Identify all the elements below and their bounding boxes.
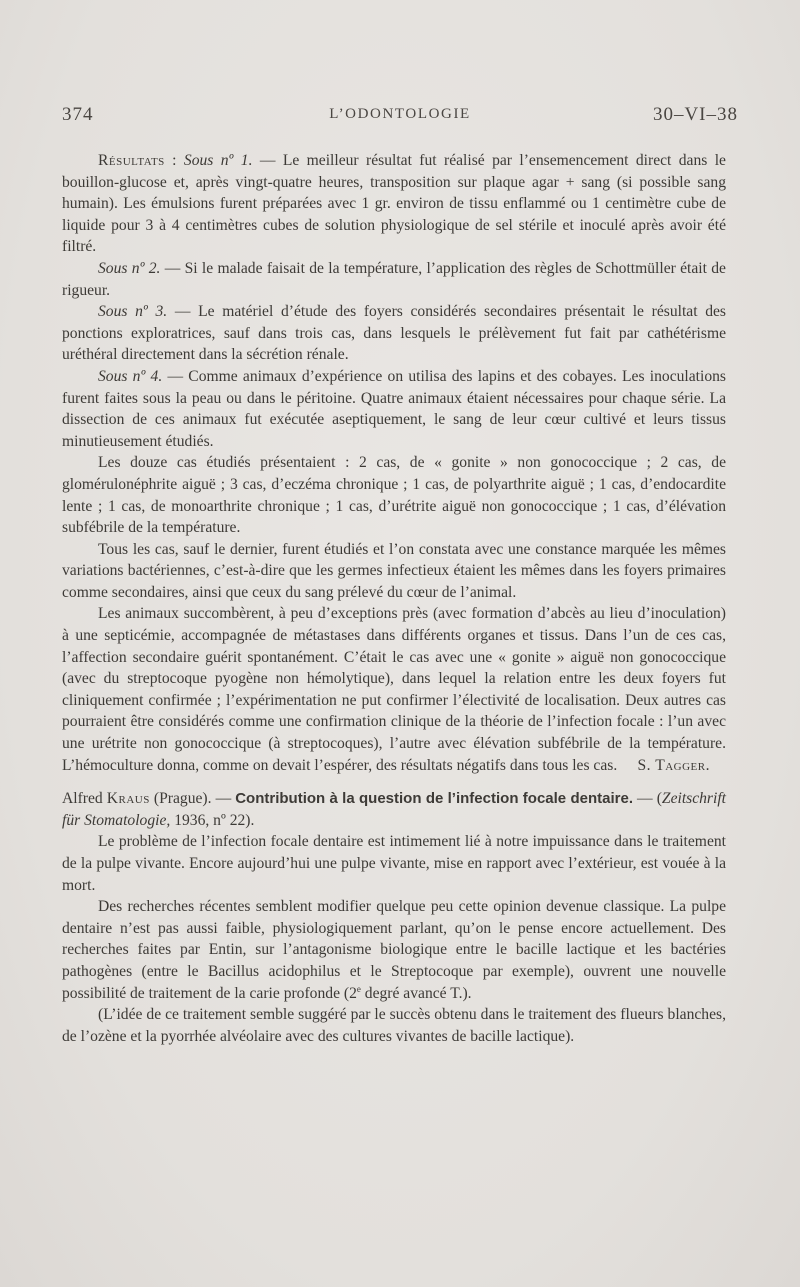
author-last-name: Kraus xyxy=(106,790,150,808)
paragraph-text: Des recherches récentes semblent modifier quelque peu cette opinion devenue classique. La pulpe dentaire n’est pas aussi faible, physiologiquement parlant, qu’on le pense encore actuellement. Des recherches faites par Entin, sur l’antagonisme biologique entre le bacille lactique et les bactéries pathogènes (entre le Bacillus acidophilus et le Streptocoque par exemple), ouvrent une nouvelle possibilité de traitement de la carie profonde (2 xyxy=(62,898,726,1002)
author-place: (Prague). — xyxy=(149,790,236,808)
body-text xyxy=(62,150,726,1047)
sous-label: Sous nº 2. xyxy=(98,259,161,277)
paragraph-results: Résultats : Sous nº 1. — Le meilleur résultat fut réalisé par l’ensemencement direct dans le bouillon-glucose et, après vingt-quatre heures, transposition sur plaque agar + sang (si possible sang humain). Les émulsions furent préparées avec 1 gr. environ de tissu enflammé ou 1 centimètre cube de liquide pour 3 à 4 centimètres cubes de solution physiologique de sel stérile et inoculé après avoir été filtré. xyxy=(62,152,726,256)
paragraph-text: — Si le malade faisait de la température, l’application des règles de Schottmüller était de rigueur. xyxy=(62,259,726,299)
reference-separator: — ( xyxy=(633,790,662,808)
paragraph-idea: (L’idée de ce traitement semble suggéré par le succès obtenu dans le traitement des flueurs blanches, de l’ozène et la pyorrhée alvéolaire avec des cultures vivantes de bacille lactique). xyxy=(62,1006,726,1045)
sous-label: Sous nº 4. xyxy=(98,367,163,385)
paragraph-text: — Le matériel d’étude des foyers considérés secondaires présentait le résultat des ponctions exploratrices, sauf dans trois cas, dans lesquels le prélèvement fut fait par cathétérisme uréthéral directement dans la sécrétion rénale. xyxy=(62,303,726,364)
sous-label: Sous nº 3. xyxy=(98,303,168,321)
paragraph-cases: Les douze cas étudiés présentaient : 2 cas, de « gonite » non gonococcique ; 2 cas, de glomérulonéphrite aiguë ; 3 cas, d’eczéma chronique ; 1 cas, de polyarthrite aiguë ; 1 cas, d’endocardite lente ; 1 cas, de monoarthrite chronique ; 1 cas, d’urétrite aiguë non gonococcique ; 1 cas, d’élévation subfébrile de la température. xyxy=(62,454,726,537)
article-title: Contribution à la question de l’infection focale dentaire. xyxy=(235,790,633,808)
paragraph-sous-4 xyxy=(62,366,726,452)
paragraph-problem: Le problème de l’infection focale dentaire est intimement lié à notre impuissance dans le traitement de la pulpe vivante. Encore aujourd’hui une pulpe vivante, mise en rapport avec l’extérieur, est vouée à la mort. xyxy=(62,833,726,894)
paragraph-sous-2 xyxy=(62,258,726,301)
running-header xyxy=(62,104,738,130)
paragraph-findings: Tous les cas, sauf le dernier, furent étudiés et l’on constata avec une constance marquée les mêmes variations bactériennes, c’est-à-dire que les germes infectieux étaient les mêmes dans les foyers primaires comme secondaires, ainsi que ceux du sang prélevé du cœur de l’animal. xyxy=(62,540,726,601)
paragraph-text: Les animaux succombèrent, à peu d’exceptions près (avec formation d’abcès au lieu d’inoculation) à une septicémie, accompagnée de métastases dans différents organes et tissus. Dans l’un de ces cas, l’affection secondaire guérit spontanément. C’était le cas avec une « gonite » aiguë non gonococcique (avec du streptocoque pyogène non hémolytique), dans lequel la relation entre les deux foyers fut cliniquement confirmée ; l’expérimentation ne put confirmer l’électivité de localisation. Deux autres cas pourraient être considérés comme une confirmation clinique de la théorie de l’infection focale : l’un avec une urétrite non gonococcique (à streptocoques), l’autre avec élévation subfébrile de la température. L’hémoculture donna, comme on devait l’espérer, des résultats négatifs dans tous les cas. xyxy=(62,605,726,774)
paragraph-sous-3 xyxy=(62,301,726,366)
journal-title: L’ODONTOLOGIE xyxy=(329,106,471,122)
sous-label: Sous nº 1. xyxy=(183,152,253,169)
superscript: e xyxy=(356,983,361,994)
paragraph-text: — Le meilleur résultat fut réalisé par l’ensemencement direct dans le bouillon-glucose et, après vingt-quatre heures, transposition sur plaque agar + sang (si possible sang humain). Les émulsions furent préparées avec 1 gr. environ de tissu enflammé ou 1 centimètre cube de liquide pour 3 à 4 centimètres cubes de solution physiologique de sel stérile et inoculé après avoir été filtré. xyxy=(62,152,726,256)
paragraph-research xyxy=(62,896,726,1004)
reference-details: 1936, nº 22). xyxy=(170,811,255,829)
issue-date: 30–VI–38 xyxy=(652,104,738,125)
page-number: 374 xyxy=(62,104,94,125)
results-label: Résultats xyxy=(98,152,165,169)
author-first-name: Alfred xyxy=(62,790,103,808)
paragraph-text: degré avancé T.). xyxy=(360,984,472,1002)
signature: S. Tagger. xyxy=(637,756,710,774)
paragraph-animals xyxy=(62,603,726,776)
journal-name: Zeitschrift für Stomatologie, xyxy=(62,790,727,829)
paragraph-text: — Comme animaux d’expérience on utilisa des lapins et des cobayes. Les inoculations furent faites sous la peau ou dans le péritoine. Quatre animaux étaient nécessaires pour chaque série. La dissection de ces animaux fut exécutée aseptiquement, le sang de leur cœur cultivé et leurs tissus minutieusement étudiés. xyxy=(62,367,726,450)
reference-heading xyxy=(62,788,726,831)
